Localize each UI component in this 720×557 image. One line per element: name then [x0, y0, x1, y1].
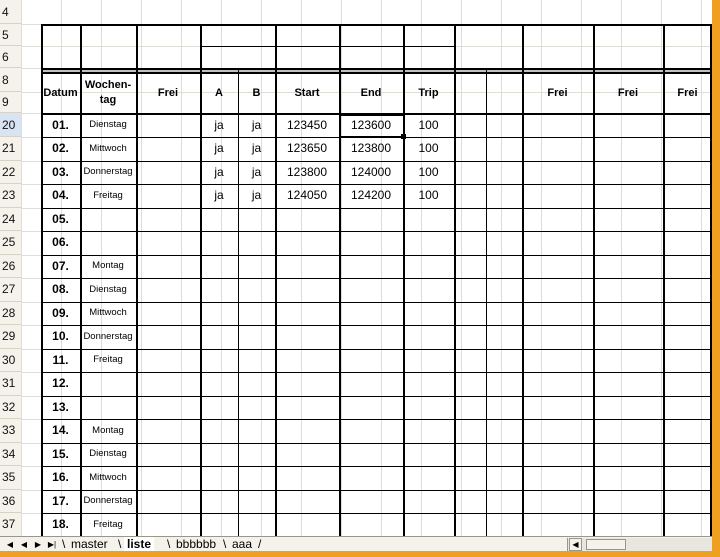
- trip-cell[interactable]: [403, 207, 454, 231]
- b-cell[interactable]: ja: [251, 117, 262, 132]
- row-number[interactable]: 32: [0, 396, 21, 420]
- row-number[interactable]: 22: [0, 161, 21, 185]
- wochentag-cell[interactable]: Dienstag: [89, 119, 127, 131]
- start-cell[interactable]: [275, 489, 339, 513]
- datum-cell[interactable]: 04.: [52, 188, 69, 203]
- header-end: End: [360, 86, 382, 99]
- datum-cell[interactable]: 01.: [52, 117, 69, 132]
- trip-cell[interactable]: 100: [418, 141, 439, 156]
- gridline: [501, 0, 502, 536]
- a-cell[interactable]: [200, 419, 238, 443]
- header-a: A: [215, 86, 223, 99]
- a-cell[interactable]: [200, 372, 238, 396]
- a-cell[interactable]: ja: [214, 141, 224, 156]
- row-number[interactable]: 30: [0, 349, 21, 373]
- horizontal-scrollbar[interactable]: [567, 538, 712, 551]
- a-cell[interactable]: ja: [214, 117, 224, 132]
- header-frei-right: Frei: [617, 86, 639, 99]
- end-cell[interactable]: [339, 254, 403, 278]
- start-cell[interactable]: 124050: [286, 188, 328, 203]
- start-cell[interactable]: [275, 207, 339, 231]
- end-cell[interactable]: [339, 419, 403, 443]
- wochentag-cell[interactable]: Dienstag: [89, 448, 127, 460]
- row-number[interactable]: 4: [0, 0, 21, 24]
- b-cell[interactable]: [238, 348, 275, 372]
- row-number[interactable]: 9: [0, 92, 21, 113]
- row-number[interactable]: 29: [0, 325, 21, 349]
- end-cell[interactable]: [339, 278, 403, 302]
- end-cell[interactable]: 123800: [350, 141, 392, 156]
- next-sheet-icon[interactable]: ▶: [34, 539, 42, 549]
- start-cell[interactable]: [275, 301, 339, 325]
- b-cell[interactable]: [238, 466, 275, 490]
- trip-cell[interactable]: 100: [418, 117, 439, 132]
- end-cell[interactable]: [339, 325, 403, 349]
- wochentag-cell[interactable]: [80, 207, 136, 231]
- b-cell[interactable]: [238, 372, 275, 396]
- datum-cell[interactable]: 02.: [52, 141, 69, 156]
- header-datum: Datum: [43, 86, 78, 99]
- table-border: [454, 24, 456, 536]
- a-cell[interactable]: [200, 231, 238, 255]
- b-cell[interactable]: [238, 395, 275, 419]
- a-cell[interactable]: ja: [214, 164, 224, 179]
- start-cell[interactable]: [275, 419, 339, 443]
- end-cell[interactable]: 124000: [350, 164, 392, 179]
- end-cell[interactable]: [339, 207, 403, 231]
- a-cell[interactable]: [200, 442, 238, 466]
- header-frei-right: Frei: [677, 86, 698, 99]
- wochentag-cell[interactable]: Donnerstag: [83, 495, 133, 507]
- row-number[interactable]: 36: [0, 490, 21, 514]
- start-cell[interactable]: [275, 372, 339, 396]
- start-cell[interactable]: [275, 254, 339, 278]
- tab-separator: \: [118, 537, 122, 551]
- end-cell[interactable]: [339, 301, 403, 325]
- start-cell[interactable]: [275, 348, 339, 372]
- start-cell[interactable]: 123650: [286, 141, 328, 156]
- sheet-tab-master[interactable]: master: [71, 537, 108, 551]
- row-number[interactable]: 34: [0, 443, 21, 467]
- trip-cell[interactable]: [403, 466, 454, 490]
- wochentag-cell[interactable]: Montag: [92, 424, 124, 436]
- a-cell[interactable]: [200, 348, 238, 372]
- trip-cell[interactable]: [403, 372, 454, 396]
- sheet-tab-bar: [0, 536, 712, 551]
- start-cell[interactable]: [275, 395, 339, 419]
- tab-separator: /: [258, 537, 262, 551]
- trip-cell[interactable]: [403, 231, 454, 255]
- end-cell[interactable]: 124200: [350, 188, 392, 203]
- start-cell[interactable]: [275, 325, 339, 349]
- datum-cell[interactable]: 10.: [52, 329, 69, 344]
- end-cell[interactable]: [339, 348, 403, 372]
- wochentag-cell[interactable]: Montag: [92, 260, 124, 272]
- row-number[interactable]: 25: [0, 231, 21, 255]
- table-border: [200, 46, 454, 47]
- b-cell[interactable]: [238, 489, 275, 513]
- end-cell[interactable]: [339, 372, 403, 396]
- table-border: [41, 68, 712, 70]
- start-cell[interactable]: [275, 231, 339, 255]
- gridline: [461, 0, 462, 536]
- row-number[interactable]: 33: [0, 419, 21, 443]
- b-cell[interactable]: [238, 301, 275, 325]
- b-cell[interactable]: [238, 419, 275, 443]
- a-cell[interactable]: [200, 489, 238, 513]
- wochentag-cell[interactable]: Freitag: [93, 189, 123, 201]
- row-number[interactable]: 28: [0, 302, 21, 326]
- trip-cell[interactable]: [403, 301, 454, 325]
- row-number[interactable]: 5: [0, 24, 21, 46]
- b-cell[interactable]: [238, 231, 275, 255]
- wochentag-cell[interactable]: Mittwoch: [89, 142, 127, 154]
- b-cell[interactable]: ja: [251, 188, 262, 203]
- header-b: B: [252, 86, 261, 99]
- row-number[interactable]: 20: [0, 113, 21, 137]
- wochentag-cell[interactable]: Freitag: [93, 354, 123, 366]
- sheet-grid[interactable]: [21, 0, 712, 536]
- scrollbar-thumb[interactable]: [586, 539, 626, 550]
- start-cell[interactable]: 123450: [286, 117, 328, 132]
- wochentag-cell[interactable]: Donnerstag: [83, 330, 133, 342]
- end-cell[interactable]: [339, 489, 403, 513]
- a-cell[interactable]: [200, 395, 238, 419]
- gridline: [21, 0, 22, 536]
- sheet-tab-bbbbbb[interactable]: bbbbbb: [176, 537, 217, 551]
- wochentag-cell[interactable]: Dienstag: [89, 283, 127, 295]
- row-header-column: [0, 0, 22, 536]
- row-number[interactable]: 37: [0, 513, 21, 537]
- datum-cell[interactable]: 09.: [52, 305, 69, 320]
- end-cell[interactable]: [339, 442, 403, 466]
- datum-cell[interactable]: 06.: [52, 235, 69, 250]
- trip-cell[interactable]: [403, 419, 454, 443]
- datum-cell[interactable]: 12.: [52, 376, 69, 391]
- b-cell[interactable]: [238, 254, 275, 278]
- start-cell[interactable]: [275, 442, 339, 466]
- header-frei-right: Frei: [547, 86, 568, 99]
- row-number[interactable]: 6: [0, 46, 21, 68]
- trip-cell[interactable]: [403, 442, 454, 466]
- trip-cell[interactable]: [403, 278, 454, 302]
- trip-cell[interactable]: [403, 395, 454, 419]
- datum-cell[interactable]: 13.: [52, 399, 69, 414]
- wochentag-cell[interactable]: [80, 231, 136, 255]
- trip-cell[interactable]: [403, 254, 454, 278]
- start-cell[interactable]: 123800: [286, 164, 328, 179]
- first-sheet-icon[interactable]: ◀: [6, 539, 14, 549]
- row-number[interactable]: 23: [0, 184, 21, 208]
- sheet-tab-liste[interactable]: liste: [124, 537, 154, 551]
- b-cell[interactable]: [238, 325, 275, 349]
- scroll-left-icon[interactable]: ◀: [569, 538, 582, 551]
- active-cell[interactable]: [339, 114, 405, 138]
- wochentag-cell[interactable]: Mittwoch: [89, 471, 127, 483]
- wochentag-cell[interactable]: Freitag: [93, 518, 123, 530]
- wochentag-cell[interactable]: [80, 372, 136, 396]
- a-cell[interactable]: [200, 254, 238, 278]
- sheet-tab-aaa[interactable]: aaa: [232, 537, 253, 551]
- trip-cell[interactable]: [403, 489, 454, 513]
- trip-cell[interactable]: 100: [418, 164, 439, 179]
- b-cell[interactable]: ja: [251, 164, 262, 179]
- b-cell[interactable]: ja: [251, 141, 262, 156]
- header-wochentag: Wochen-tag: [84, 78, 132, 106]
- fill-handle[interactable]: [401, 134, 406, 139]
- tab-separator: \: [167, 537, 171, 551]
- prev-sheet-icon[interactable]: ◀: [20, 539, 28, 549]
- end-cell[interactable]: 123600: [350, 117, 392, 132]
- datum-cell[interactable]: 18.: [52, 517, 69, 532]
- end-cell[interactable]: [339, 231, 403, 255]
- datum-cell[interactable]: 16.: [52, 470, 69, 485]
- trip-cell[interactable]: [403, 348, 454, 372]
- a-cell[interactable]: ja: [214, 188, 224, 203]
- b-cell[interactable]: [238, 207, 275, 231]
- last-sheet-icon[interactable]: ▶|: [47, 539, 57, 549]
- b-cell[interactable]: [238, 278, 275, 302]
- start-cell[interactable]: [275, 278, 339, 302]
- row-number[interactable]: 21: [0, 137, 21, 161]
- datum-cell[interactable]: 14.: [52, 423, 69, 438]
- tab-separator: \: [62, 537, 66, 551]
- start-cell[interactable]: [275, 513, 339, 537]
- a-cell[interactable]: [200, 325, 238, 349]
- end-cell[interactable]: [339, 466, 403, 490]
- datum-cell[interactable]: 08.: [52, 282, 69, 297]
- row-number[interactable]: 27: [0, 278, 21, 302]
- row-number[interactable]: 31: [0, 372, 21, 396]
- tab-separator: \: [223, 537, 227, 551]
- row-number[interactable]: 26: [0, 255, 21, 279]
- header-frei: Frei: [157, 86, 179, 99]
- start-cell[interactable]: [275, 466, 339, 490]
- row-number[interactable]: 35: [0, 466, 21, 490]
- header-start: Start: [294, 86, 320, 99]
- datum-cell[interactable]: 11.: [52, 352, 69, 367]
- table-border: [41, 24, 712, 26]
- datum-cell[interactable]: 03.: [52, 164, 69, 179]
- a-cell[interactable]: [200, 513, 238, 537]
- end-cell[interactable]: [339, 513, 403, 537]
- datum-cell[interactable]: 17.: [52, 493, 69, 508]
- datum-cell[interactable]: 07.: [52, 258, 69, 273]
- row-number[interactable]: 24: [0, 208, 21, 232]
- a-cell[interactable]: [200, 207, 238, 231]
- a-cell[interactable]: [200, 466, 238, 490]
- b-cell[interactable]: [238, 513, 275, 537]
- row-number[interactable]: 8: [0, 68, 21, 92]
- b-cell[interactable]: [238, 442, 275, 466]
- trip-cell[interactable]: [403, 513, 454, 537]
- trip-cell[interactable]: [403, 325, 454, 349]
- end-cell[interactable]: [339, 395, 403, 419]
- trip-cell[interactable]: 100: [418, 188, 439, 203]
- a-cell[interactable]: [200, 278, 238, 302]
- wochentag-cell[interactable]: Mittwoch: [89, 307, 127, 319]
- wochentag-cell[interactable]: Donnerstag: [83, 166, 133, 178]
- wochentag-cell[interactable]: [80, 395, 136, 419]
- header-trip: Trip: [418, 86, 439, 99]
- datum-cell[interactable]: 05.: [52, 211, 69, 226]
- a-cell[interactable]: [200, 301, 238, 325]
- datum-cell[interactable]: 15.: [52, 446, 69, 461]
